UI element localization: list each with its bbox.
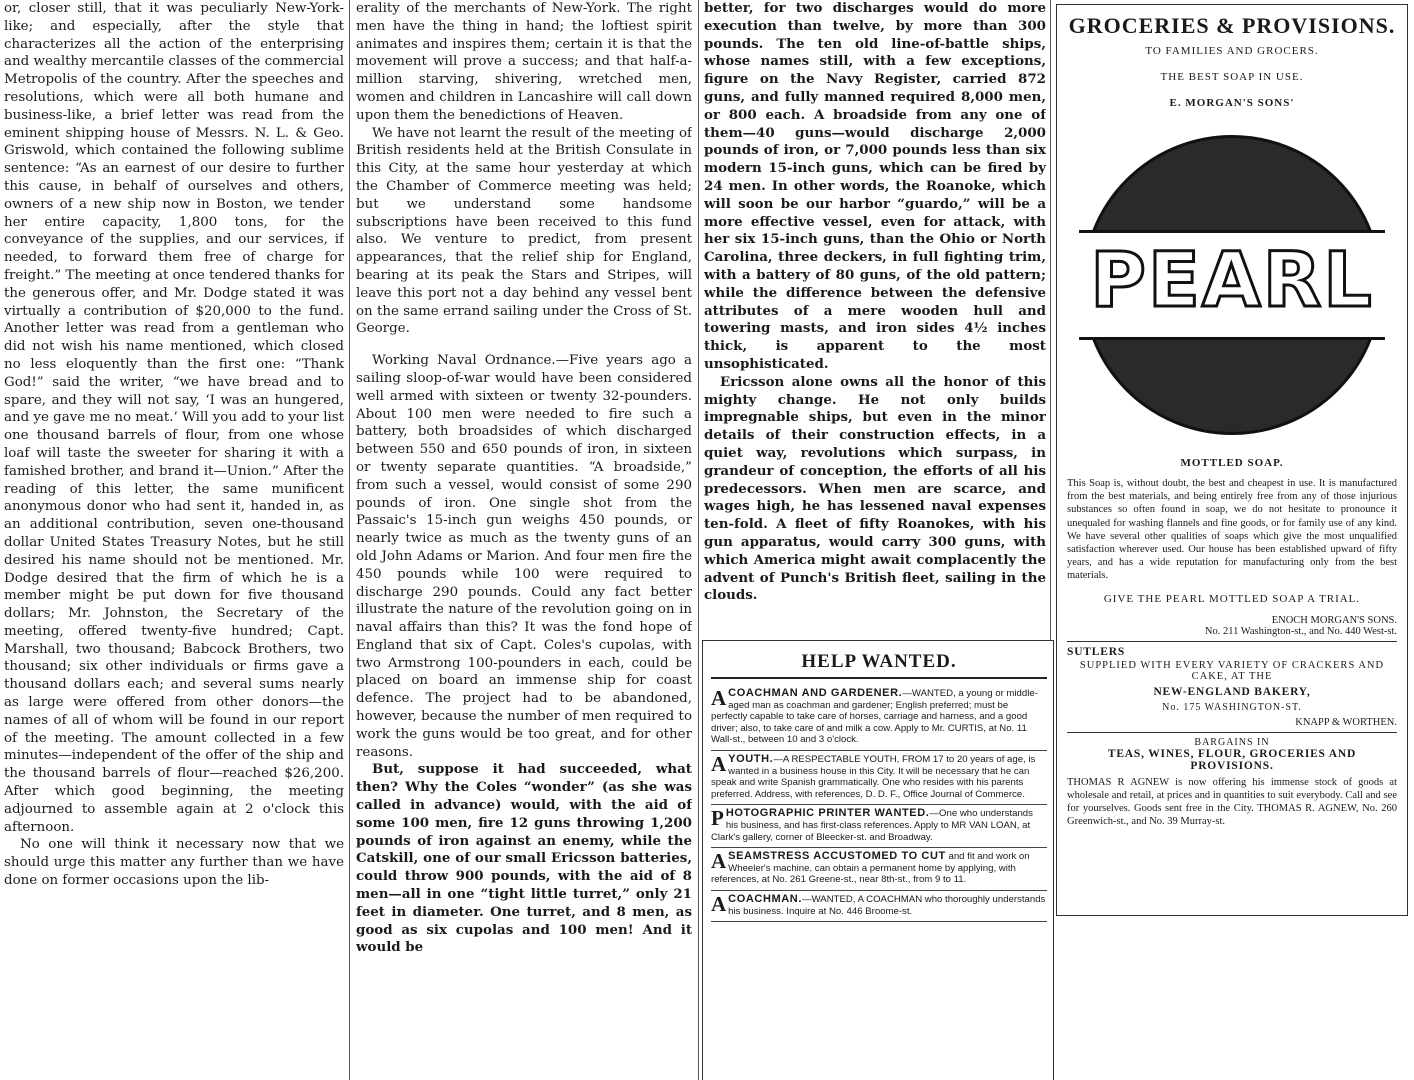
naval-ordnance-paragraph: Working Naval Ordnance.—Five years ago a sailing sloop-of-war would have been considered well armed with sixteen or twenty 32-pounders. About 100 men were needed to fire such a battery, both broadsides of which discharged between 550 and 650 pounds of iron, in sixteen or twenty separate quantities. “A broadside,” from such a vessel, would consist of some 290 pounds of iron. One single shot from the Passaic's 15-inch gun weighs 450 pounds, or nearly twice as much as the twenty guns of an old John Adams or Marion. And four men fire the 450 pounds while 100 were required to discharge 290 pounds. Could any fact better illustrate the nature of the revolution going on in naval affairs than this? It was the fond hope of England that six of Capt. Coles's cupolas, with two Armstrong 100-pounders in each, could be placed on board an immense ship for coast defence. The project had to be abandoned, however, because the number of men required to work the guns would be too great, and for other reasons. bbox=[356, 353, 692, 760]
classified-ad bbox=[711, 848, 1047, 891]
pearl-logo bbox=[1082, 135, 1382, 435]
help-wanted-title: HELP WANTED. bbox=[711, 651, 1047, 679]
column-rule-1 bbox=[349, 0, 350, 1080]
drop-cap: A bbox=[711, 751, 727, 776]
article-paragraph: better, for two discharges would do more execution than twelve, by more than 300 pounds. The ten old line-of-battle ships, whose names still, with a few exceptions, figure on the Navy Register, carried 872 guns, and fully manned required 8,000 men, or 800 each. A broadside from any one of them—40 guns—would discharge 2,000 pounds of iron, or 7,000 pounds less than six modern 15-inch guns, which can be fired by 24 men. In other words, the Roanoke, which will soon be our harbor “guardo,” will be a more effective vessel, even for attack, with her six 15-inch guns, than the Ohio or North Carolina, three deckers, in full fighting trim, with a battery of 80 guns, of the old pattern; while the difference between the defensive attributes of a mere wooden hull and towering masts, and iron sides 4½ inches thick, is apparent to the most unsophisticated. bbox=[704, 0, 1046, 372]
ad-trial: GIVE THE PEARL MOTTLED SOAP A TRIAL. bbox=[1103, 592, 1361, 605]
ad-text: —A RESPECTABLE YOUTH, FROM 17 to 20 years of age, is wanted in a business house in this City. It will be necessary that he can speak and write Spanish grammatically. One who resides with his parents preferred. Address, with references, D. D. F., Office Journal of Commerce. bbox=[711, 753, 1036, 800]
bargains-heading: TEAS, WINES, FLOUR, GROCERIES AND PROVISIONS. bbox=[1107, 747, 1357, 772]
ad-lead: COACHMAN AND GARDENER. bbox=[728, 687, 903, 699]
ad-text: —One who understands his business, and has first-class references. Apply to MR VAN LOAN, at Clark's gallery, corner of Bleecker-st. and Broadway. bbox=[711, 808, 1033, 843]
classified-ad bbox=[711, 805, 1047, 848]
column-rule-2 bbox=[698, 0, 699, 1080]
drop-cap: A bbox=[711, 891, 727, 916]
ad-lead: HOTOGRAPHIC PRINTER WANTED. bbox=[725, 807, 930, 820]
ad-lead: YOUTH. bbox=[728, 752, 774, 765]
agnew-text: THOMAS R AGNEW is now offering his immense stock of goods at wholesale and retail, at prices and in quantities to suit everybody. Call and see for yourselves. Goods sent free in the City. THOMAS R. AGNEW, No. 260 Greenwich-st., and No. 39 Murray-st. bbox=[1067, 776, 1397, 828]
divider bbox=[1067, 641, 1397, 642]
ad-product: MOTTLED SOAP. bbox=[1180, 457, 1284, 469]
section-break bbox=[356, 338, 692, 352]
article-paragraph: But, suppose it had succeeded, what then? Why the Coles “wonder” (as she was called in advance) would, with the aid of some 100 men, fire 12 guns throwing 1,200 pounds of iron against an enemy, while the Catskill, one of our small Ericsson batteries, could throw 900 pounds, with the aid of 8 men—all in one “tight little turret,” only 21 feet in diameter. One turret, and 8 men, as good as six cupolas and 100 men! And it would be bbox=[356, 761, 692, 956]
article-paragraph: We have not learnt the result of the meeting of British residents held at the British Consulate in this City, at the same hour yesterday at which the Chamber of Commerce meeting was held; but we understand some handsome subscriptions have been received to this fund also. We venture to predict, from present appearances, that the relief ship for England, bearing at its peak the Stars and Stripes, will leave this port not a day behind any vessel bent on the same errand sailing under the Cross of St. George. bbox=[356, 125, 692, 337]
column-rule-3 bbox=[1050, 0, 1051, 640]
ad-address: No. 211 Washington-st., and No. 440 West-st. bbox=[1204, 625, 1397, 637]
article-column-2 bbox=[356, 0, 692, 1080]
article-column-1 bbox=[4, 0, 344, 1080]
classified-ad bbox=[711, 685, 1047, 751]
bargains-label: BARGAINS IN bbox=[1194, 736, 1270, 748]
drop-cap: P bbox=[711, 806, 724, 831]
classified-ad bbox=[711, 891, 1047, 922]
article-paragraph: erality of the merchants of New-York. The right men have the thing in hand; the loftiest spirit animates and inspires them; certain it is that the movement will prove a success; and that half-a-million starving, shivering, wretched men, women and children in Lancashire will call down upon them the benedictions of Heaven. bbox=[356, 1, 692, 123]
classified-ad bbox=[711, 751, 1047, 805]
article-paragraph: No one will think it necessary now that we should urge this matter any further than we have done on former occasions upon the lib- bbox=[4, 837, 344, 889]
article-paragraph: or, closer still, that it was peculiarly New-York-like; and especially, after the style that characterizes all the action of the enterprising and wealthy mercantile classes of the commercial Metropolis of the country. After the speeches and resolutions, which were all both humane and business-like, a brief letter was read from the eminent shipping house of Messrs. N. L. & Geo. Griswold, which contained the following sublime sentence: “As an earnest of our desire to further this cause, in behalf of ourselves and others, owners of a new ship now in Boston, we tender her entire capacity, 1,800 tons, for the conveyance of the supplies, and our services, if needed, to forward them free of charge for freight.” The meeting at once tendered thanks for the generous offer, and Mr. Dodge stated it was virtually a contribution of $20,000 to the fund. Another letter was read from a gentleman who did not wish his name mentioned, which closed no less eloquently than the first one: “Thank God!” said the writer, “we have bread and to spare, and they will not say, ‘I was an hungered, and ye gave me no meat.’ Will you add to your list one thousand barrels of flour, from one whose loaf will taste the sweeter for sharing it with a famished brother, and brand it—Union.” After the reading of this letter, the same munificent anonymous donor who had sent it, handed in, as an additional contribution, seven one-thousand dollar United States Treasury Notes, but he still desired his name should not be mentioned. Mr. Dodge desired that the firm of which he is a member might be put down for five thousand dollars; Mr. Johnston, the Secretary of the meeting, offered twenty-five hundred; Capt. Marshall, two thousand; Babcock Brothers, two thousand; six other individuals or firms gave a thousand dollars each; and several sums nearly as large were offered from other donors—the names of all of whom will be found in our report of the meeting. The amount collected in a few minutes—independent of the offer of the ship and the thousand barrels of flour—reached $26,200. After which good beginning, the meeting adjourned to assemble again at 2 o'clock this afternoon. bbox=[4, 1, 344, 835]
ad-maker: E. MORGAN'S SONS' bbox=[1169, 97, 1295, 109]
article-column-3 bbox=[704, 0, 1046, 632]
ad-text: —WANTED, a young or middle-aged man as coachman and gardener; English preferred; must be perfectly capable to take care of horses, carriage and harness, and a good driver; also, to take care of and milk a cow. Apply to Mr. CURTIS, at No. 11 Wall-st., between 10 and 3 o'clock. bbox=[711, 688, 1038, 746]
drop-cap: A bbox=[711, 686, 727, 710]
article-paragraph: Ericsson alone owns all the honor of this mighty change. He not only builds impregnable ships, but even in the minor details of their construction effects, in a quiet way, revolutions which surpass, in grandeur of conception, the efforts of all his predecessors. When men are scarce, and wages high, he has lessened naval expenses ten-fold. A fleet of fifty Roanokes, with his gun apparatus, would carry 300 guns, with which America might await complacently the advent of Punch's British fleet, sailing in the clouds. bbox=[704, 373, 1046, 604]
divider bbox=[1067, 732, 1397, 733]
ad-lead: SEAMSTRESS ACCUSTOMED TO CUT bbox=[728, 850, 946, 863]
pearl-logo-text: PEARL bbox=[1090, 235, 1374, 324]
ad-signature: ENOCH MORGAN'S SONS. bbox=[1271, 614, 1397, 626]
sutlers-heading: SUTLERS bbox=[1067, 645, 1126, 658]
ad-body: This Soap is, without doubt, the best and cheapest in use. It is manufactured from the best materials, and being entirely free from any of those injurious substances so often found in soap, we do not hesitate to pronounce it unequaled for washing flannels and fine goods, or for family use of any kind. We have several other qualities of soaps which give the most unqualified satisfaction wherever used. Our house has been established upward of fifty years, and has a wide reputation for manufacturing only from the best materials. bbox=[1067, 478, 1397, 582]
ad-text: and fit and work on Wheeler's machine, can obtain a permanent home by applying, with references, at No. 261 Greene-st., near 8th-st., from 9 to 11. bbox=[711, 851, 1030, 886]
bakery-address: No. 175 WASHINGTON-ST. bbox=[1162, 701, 1302, 713]
sutlers-text: SUPPLIED WITH EVERY VARIETY OF CRACKERS AND CAKE, AT THE bbox=[1079, 659, 1385, 682]
bakery-name: NEW-ENGLAND BAKERY, bbox=[1153, 685, 1311, 698]
help-wanted-box bbox=[702, 640, 1054, 1080]
ad-title: GROCERIES & PROVISIONS. bbox=[1068, 13, 1396, 38]
ad-subtitle: TO FAMILIES AND GROCERS. bbox=[1145, 45, 1319, 57]
bakery-owner: KNAPP & WORTHEN. bbox=[1295, 716, 1397, 728]
drop-cap: A bbox=[711, 849, 727, 874]
ad-lead: COACHMAN. bbox=[728, 892, 803, 905]
ad-tagline: THE BEST SOAP IN USE. bbox=[1160, 71, 1304, 83]
ad-text: —WANTED, A COACHMAN who thoroughly understands his business. Inquire at No. 446 Broome-st. bbox=[728, 893, 1046, 917]
groceries-advertisement bbox=[1056, 4, 1408, 916]
